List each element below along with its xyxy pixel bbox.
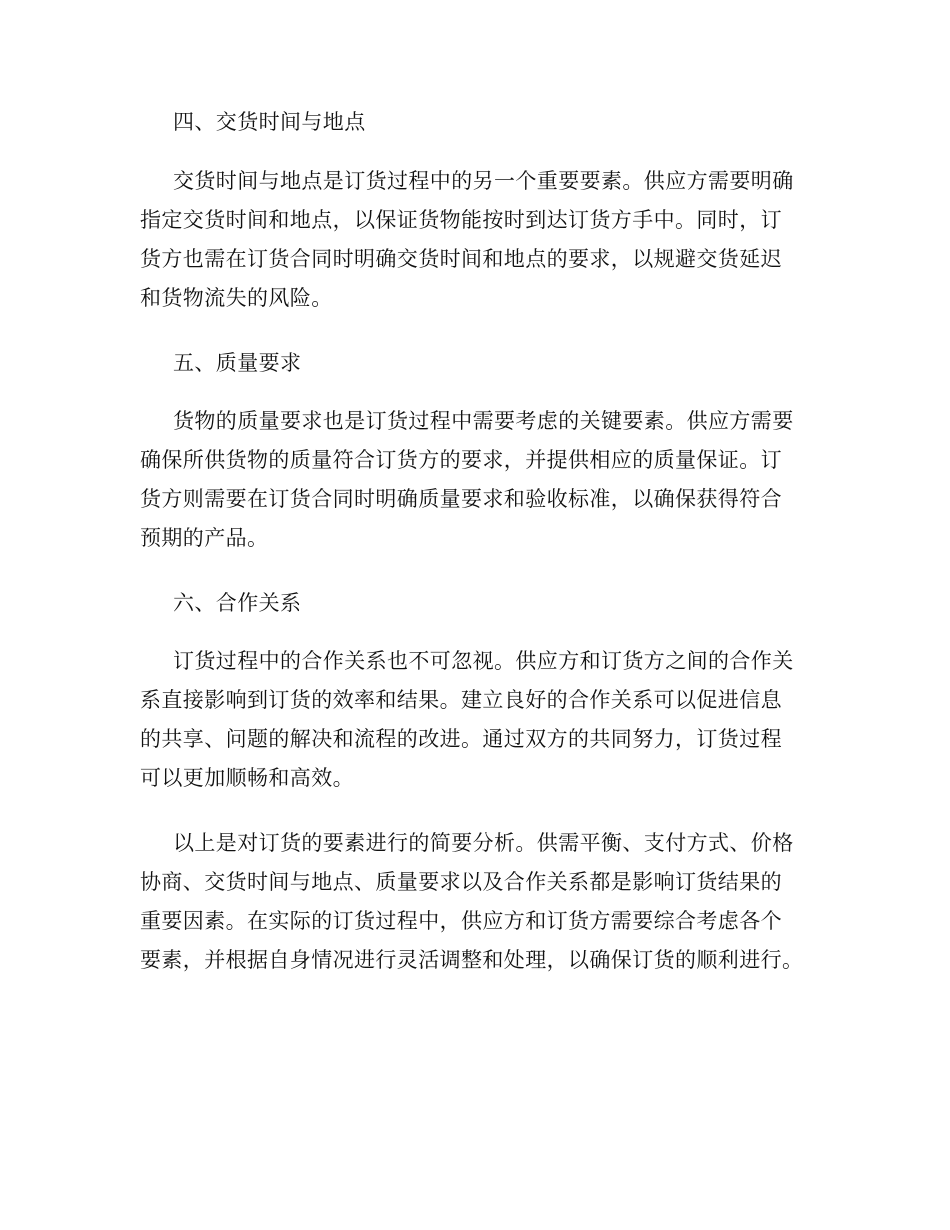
paragraph-line: 交货时间与地点是订货过程中的另一个重要要素。供应方需要明确 bbox=[173, 169, 794, 193]
paragraph-line: 确保所供货物的质量符合订货方的要求，并提供相应的质量保证。订 bbox=[140, 448, 782, 472]
paragraph-line: 系直接影响到订货的效率和结果。建立良好的合作关系可以促进信息 bbox=[140, 688, 782, 712]
section-heading-delivery: 四、交货时间与地点 bbox=[173, 110, 366, 134]
section-heading-quality: 五、质量要求 bbox=[173, 351, 302, 375]
paragraph-line: 的共享、问题的解决和流程的改进。通过双方的共同努力，订货过程 bbox=[140, 727, 782, 751]
conclusion-line: 以上是对订货的要素进行的简要分析。供需平衡、支付方式、价格 bbox=[173, 831, 794, 855]
paragraph-line: 货方也需在订货合同时明确交货时间和地点的要求，以规避交货延迟 bbox=[140, 247, 782, 271]
paragraph-line: 可以更加顺畅和高效。 bbox=[140, 766, 354, 790]
paragraph-line: 订货过程中的合作关系也不可忽视。供应方和订货方之间的合作关 bbox=[173, 649, 794, 673]
paragraph-line: 指定交货时间和地点，以保证货物能按时到达订货方手中。同时，订 bbox=[140, 208, 782, 232]
conclusion-line: 要素，并根据自身情况进行灵活调整和处理，以确保订货的顺利进行。 bbox=[140, 948, 804, 972]
paragraph-line: 货方则需要在订货合同时明确质量要求和验收标准，以确保获得符合 bbox=[140, 487, 782, 511]
paragraph-line: 货物的质量要求也是订货过程中需要考虑的关键要素。供应方需要 bbox=[173, 409, 794, 433]
conclusion-line: 协商、交货时间与地点、质量要求以及合作关系都是影响订货结果的 bbox=[140, 870, 782, 894]
paragraph-line: 预期的产品。 bbox=[140, 526, 269, 550]
paragraph-line: 和货物流失的风险。 bbox=[140, 286, 333, 310]
section-heading-cooperation: 六、合作关系 bbox=[173, 591, 302, 615]
conclusion-line: 重要因素。在实际的订货过程中，供应方和订货方需要综合考虑各个 bbox=[140, 909, 782, 933]
